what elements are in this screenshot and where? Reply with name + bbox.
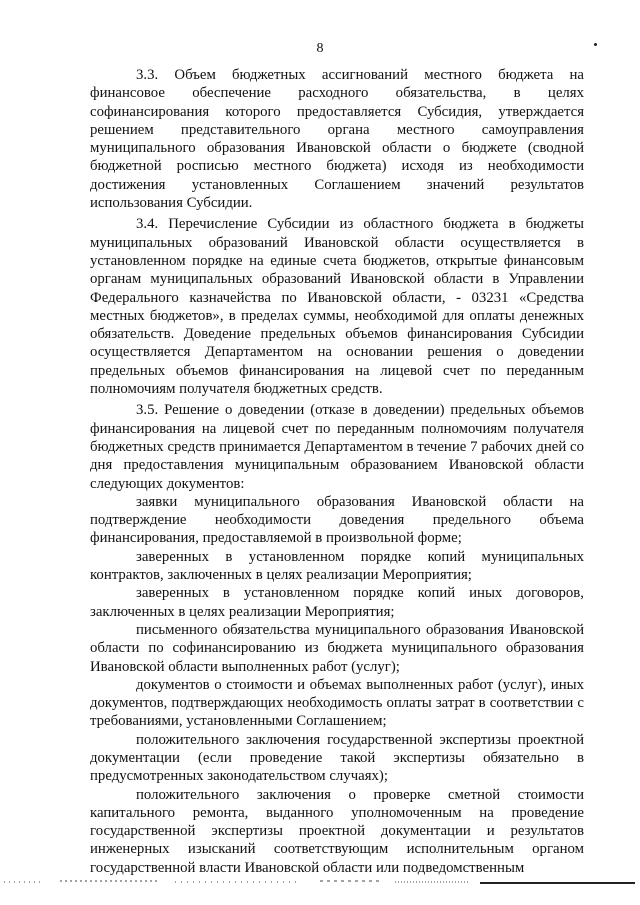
list-item-cost-documents: документов о стоимости и объемах выполненных работ (услуг), иных документов, подтверждающих необходимость оплаты затрат в соответствии с требованиями, установленными Соглашением;: [90, 676, 584, 730]
scan-noise-strip: [0, 875, 640, 887]
document-body: [90, 66, 584, 877]
list-item-application: заявки муниципального образования Ивановской области на подтверждение необходимости доведения предельного объема финансирования, предоставляемой в произвольной форме;: [90, 493, 584, 547]
paragraph-3-3: 3.3. Объем бюджетных ассигнований местного бюджета на финансовое обеспечение расходного обязательства, в целях софинансирования которого предоставляется Субсидия, утверждается решением представительного органа местного самоуправления муниципального образования Ивановской области о бюджете (сводной бюджетной росписью местного бюджета) исходя из необходимости достижения установленных Соглашением значений результатов использования Субсидии.: [90, 67, 584, 212]
list-item-municipal-contracts: заверенных в установленном порядке копий муниципальных контрактов, заключенных в целях реализации Мероприятия;: [90, 548, 584, 584]
list-item-cofinancing-obligation: письменного обязательства муниципального образования Ивановской области по софинансированию из бюджета муниципального образования Ивановской области выполненных работ (услуг);: [90, 621, 584, 675]
paragraph-3-4: 3.4. Перечисление Субсидии из областного бюджета в бюджеты муниципальных образований Ивановской области осуществляется в установленном порядке на единые счета бюджетов, открытые финансовым органам муниципальных образований Ивановской области в Управлении Федерального казначейства по Ивановской области, - 03231 «Средства местных бюджетов», в пределах суммы, необходимой для оплаты денежных обязательств. Доведение предельных объемов финансирования Субсидии осуществляется Департаментом на основании решения о доведении предельных объемов финансирования на лицевой счет по переданным полномочиям получателя бюджетных средств.: [90, 216, 584, 398]
list-item-expertise-conclusion: положительного заключения государственной экспертизы проектной документации (если проведение такой экспертизы обязательно в предусмотренных законодательством случаях);: [90, 731, 584, 785]
scan-dot: [594, 43, 597, 46]
paragraph-3-5: 3.5. Решение о доведении (отказе в доведении) предельных объемов финансирования на лицевой счет по переданным полномочиям получателя бюджетных средств принимается Департаментом в течение 7 рабочих дней со дня предоставления муниципальным образованием Ивановской области следующих документов:: [90, 402, 584, 492]
list-item-other-contracts: заверенных в установленном порядке копий иных договоров, заключенных в целях реализации Мероприятия;: [90, 585, 584, 620]
list-item-estimate-check: положительного заключения о проверке сметной стоимости капитального ремонта, выданного уполномоченным на проведение государственной экспертизы проектной документации и результатов инженерных изысканий соответствующим исполнительным органом государственной власти Ивановской области или подведомственным: [90, 786, 584, 876]
page-number: 8: [316, 41, 324, 56]
